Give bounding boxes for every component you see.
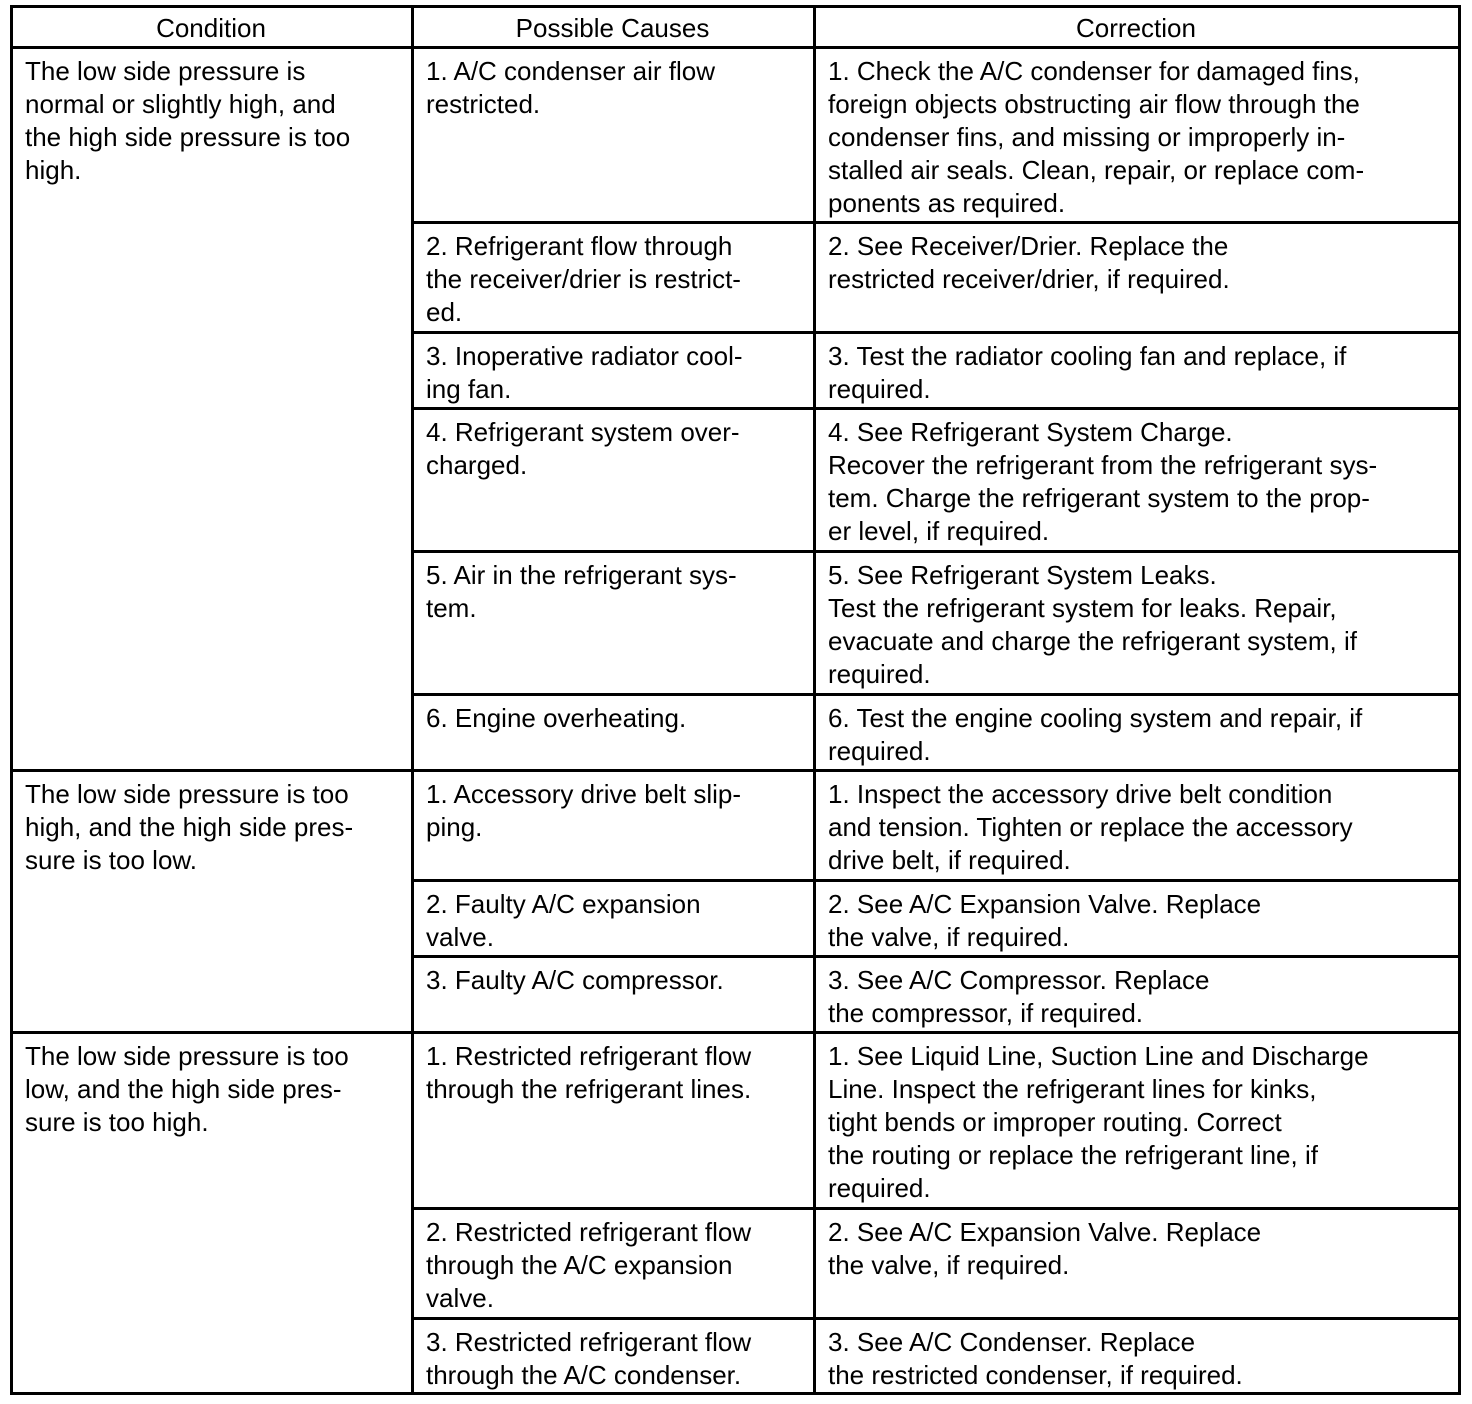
- cause-cell: 5. Air in the refrigerant sys- tem.: [413, 552, 815, 695]
- correction-cell: 4. See Refrigerant System Charge. Recover the refrigerant from the refrigerant sys- tem. Charge the refrigerant system to the prop- er level, if required.: [815, 409, 1460, 552]
- diagnosis-table: [10, 5, 1461, 1395]
- correction-cell: 2. See A/C Expansion Valve. Replace the valve, if required.: [815, 1209, 1460, 1319]
- table-row: [12, 771, 1460, 881]
- cause-cell: 3. Inoperative radiator cool- ing fan.: [413, 333, 815, 409]
- cause-cell: 2. Refrigerant flow through the receiver/drier is restrict- ed.: [413, 223, 815, 333]
- correction-cell: 6. Test the engine cooling system and repair, if required.: [815, 695, 1460, 771]
- cause-cell: 3. Restricted refrigerant flow through the A/C condenser.: [413, 1319, 815, 1394]
- cause-cell: 4. Refrigerant system over- charged.: [413, 409, 815, 552]
- correction-cell: 2. See Receiver/Drier. Replace the restricted receiver/drier, if required.: [815, 223, 1460, 333]
- correction-cell: 3. See A/C Compressor. Replace the compressor, if required.: [815, 957, 1460, 1033]
- correction-cell: 5. See Refrigerant System Leaks. Test the refrigerant system for leaks. Repair, evacuate and charge the refrigerant system, if required.: [815, 552, 1460, 695]
- correction-cell: 1. See Liquid Line, Suction Line and Discharge Line. Inspect the refrigerant lines for kinks, tight bends or improper routing. Correct the routing or replace the refrigerant line, if required.: [815, 1033, 1460, 1209]
- document-page: [10, 5, 1458, 1395]
- cause-cell: 1. A/C condenser air flow restricted.: [413, 48, 815, 223]
- correction-cell: 1. Check the A/C condenser for damaged fins, foreign objects obstructing air flow through the condenser fins, and missing or improperly in- stalled air seals. Clean, repair, or replace com- ponents as required.: [815, 48, 1460, 223]
- correction-cell: 2. See A/C Expansion Valve. Replace the valve, if required.: [815, 881, 1460, 957]
- condition-cell: The low side pressure is too low, and the high side pres- sure is too high.: [12, 1033, 413, 1394]
- correction-cell: 3. Test the radiator cooling fan and replace, if required.: [815, 333, 1460, 409]
- cause-cell: 2. Restricted refrigerant flow through the A/C expansion valve.: [413, 1209, 815, 1319]
- correction-cell: 3. See A/C Condenser. Replace the restricted condenser, if required.: [815, 1319, 1460, 1394]
- condition-cell: The low side pressure is too high, and the high side pres- sure is too low.: [12, 771, 413, 1033]
- table-row: [12, 1033, 1460, 1209]
- correction-cell: 1. Inspect the accessory drive belt condition and tension. Tighten or replace the accessory drive belt, if required.: [815, 771, 1460, 881]
- cause-cell: 1. Accessory drive belt slip- ping.: [413, 771, 815, 881]
- header-condition: Condition: [12, 7, 413, 48]
- cause-cell: 2. Faulty A/C expansion valve.: [413, 881, 815, 957]
- table-row: [12, 48, 1460, 223]
- header-row: [12, 7, 1460, 48]
- condition-cell: The low side pressure is normal or slightly high, and the high side pressure is too high.: [12, 48, 413, 771]
- header-possible-causes: Possible Causes: [413, 7, 815, 48]
- header-correction: Correction: [815, 7, 1460, 48]
- cause-cell: 3. Faulty A/C compressor.: [413, 957, 815, 1033]
- cause-cell: 1. Restricted refrigerant flow through the refrigerant lines.: [413, 1033, 815, 1209]
- cause-cell: 6. Engine overheating.: [413, 695, 815, 771]
